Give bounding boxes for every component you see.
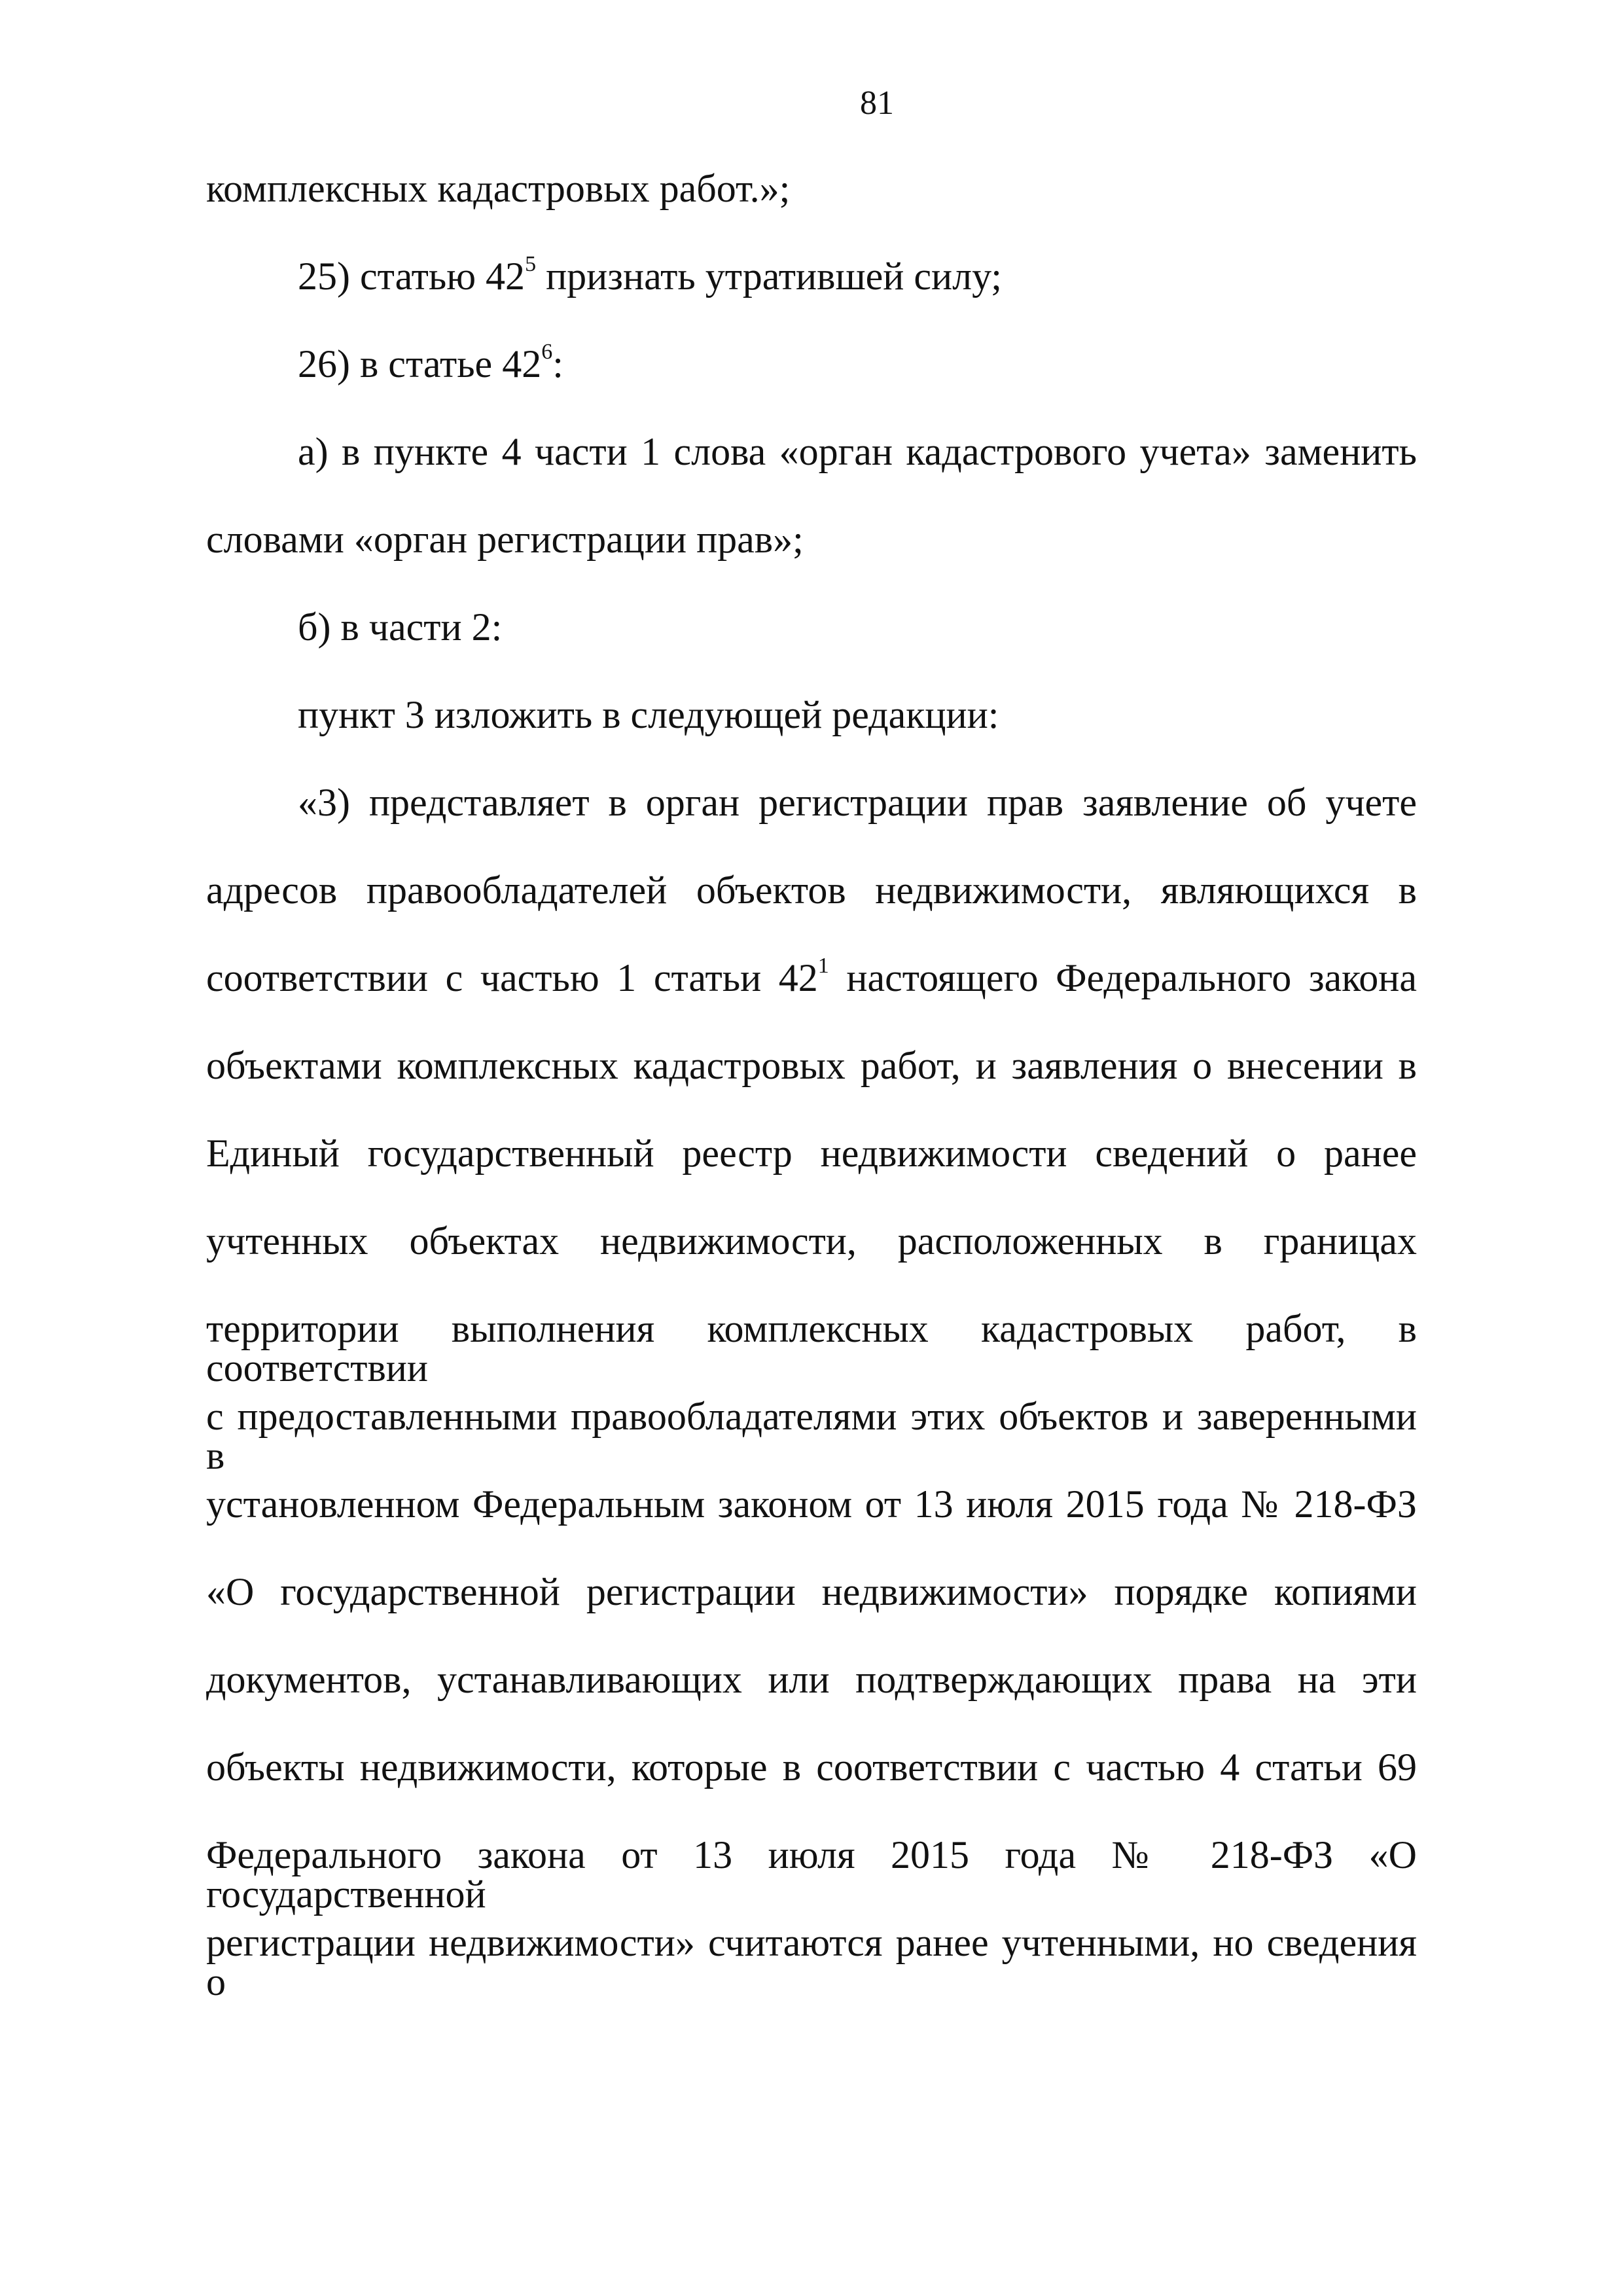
text-line: комплексных кадастровых работ.»; xyxy=(206,167,791,210)
text-line xyxy=(298,340,1417,386)
line-text: 25) статью 42 xyxy=(298,255,526,298)
text-line: учтенных объектах недвижимости, расположенных в границах xyxy=(206,1219,1417,1263)
line-text: признать утратившей силу; xyxy=(536,255,1002,298)
text-line: «О государственной регистрации недвижимости» порядке копиями xyxy=(206,1570,1417,1613)
superscript: 6 xyxy=(541,340,553,364)
text-line: Единый государственный реестр недвижимости сведений о ранее xyxy=(206,1132,1417,1175)
page-number: 81 xyxy=(860,84,894,122)
text-line: регистрации недвижимости» считаются ранее учтенными, но сведения о xyxy=(206,1921,1417,2003)
superscript: 1 xyxy=(817,954,829,978)
text-line: с предоставленными правообладателями этих объектов и заверенными в xyxy=(206,1395,1417,1477)
text-line xyxy=(298,252,1417,298)
text-line: пункт 3 изложить в следующей редакции: xyxy=(298,693,999,736)
text-line: документов, устанавливающих или подтверждающих права на эти xyxy=(206,1658,1417,1701)
line-text: 26) в статье 42 xyxy=(298,342,542,386)
text-line: установленном Федеральным законом от 13 июля 2015 года № 218-ФЗ xyxy=(206,1482,1417,1526)
text-line: б) в части 2: xyxy=(298,605,503,649)
text-line: словами «орган регистрации прав»; xyxy=(206,518,804,561)
line-text: : xyxy=(552,342,563,386)
text-line xyxy=(206,954,1417,999)
line-text: настоящего Федерального закона xyxy=(829,956,1417,999)
line-text: соответствии с частью 1 статьи 42 xyxy=(206,956,818,999)
text-line: Федерального закона от 13 июля 2015 года № 218-ФЗ «О государственной xyxy=(206,1833,1417,1916)
text-line: объекты недвижимости, которые в соответствии с частью 4 статьи 69 xyxy=(206,1746,1417,1789)
text-line: территории выполнения комплексных кадастровых работ, в соответствии xyxy=(206,1307,1417,1390)
text-line: «3) представляет в орган регистрации прав заявление об учете xyxy=(298,781,1417,824)
text-line: объектами комплексных кадастровых работ, и заявления о внесении в xyxy=(206,1044,1417,1087)
text-line: адресов правообладателей объектов недвижимости, являющихся в xyxy=(206,869,1417,912)
superscript: 5 xyxy=(525,252,537,276)
text-line: а) в пункте 4 части 1 слова «орган кадастрового учета» заменить xyxy=(298,430,1417,473)
